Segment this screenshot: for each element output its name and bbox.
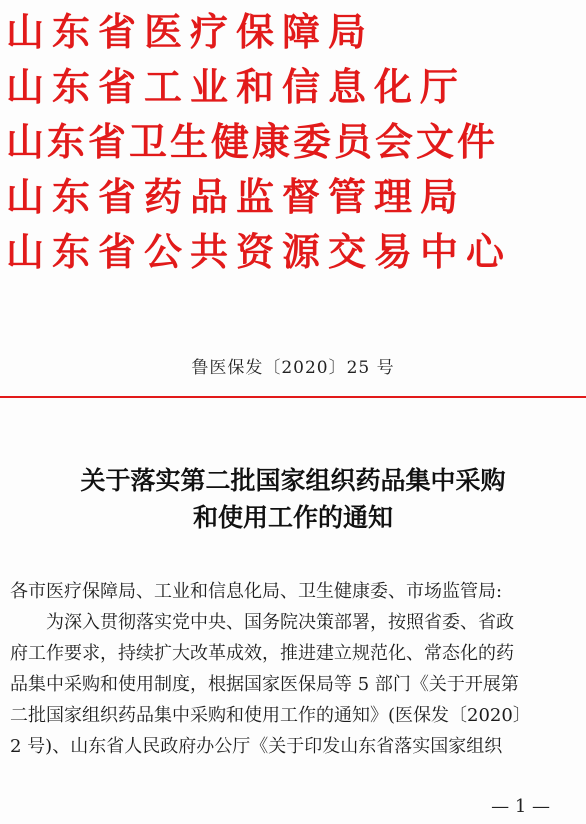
document-number: 鲁医保发〔2020〕25 号 xyxy=(191,358,395,378)
title-line-1: 关于落实第二批国家组织药品集中采购 xyxy=(80,466,506,495)
issuer-line-health-commission: 山东省卫生健康委员会文件 xyxy=(6,119,499,164)
issuer-line-public-resources: 山东省公共资源交易中心 xyxy=(6,229,513,274)
red-separator-line xyxy=(0,396,586,398)
paragraph-line: 为深入贯彻落实党中央、国务院决策部署，按照省委、省政 xyxy=(46,612,514,633)
paragraph-line: 品集中采购和使用制度，根据国家医保局等 5 部门《关于开展第 xyxy=(10,674,519,695)
issuer-line-drug-administration: 山东省药品监督管理局 xyxy=(6,174,467,219)
title-line-2: 和使用工作的通知 xyxy=(192,503,393,532)
paragraph-line: 二批国家组织药品集中采购和使用工作的通知》(医保发〔2020〕 xyxy=(10,705,531,726)
document-title xyxy=(0,462,586,536)
issuer-line-industry-it: 山东省工业和信息化厅 xyxy=(6,64,467,109)
document-body xyxy=(10,576,580,762)
issuer-line-healthcare-security: 山东省医疗保障局 xyxy=(6,9,375,54)
paragraph-line: 府工作要求，持续扩大改革成效，推进建立规范化、常态化的药 xyxy=(10,643,514,664)
salutation: 各市医疗保障局、工业和信息化局、卫生健康委、市场监管局: xyxy=(10,581,503,602)
page-number: — 1 — xyxy=(491,796,550,817)
paragraph-line: 2 号)、山东省人民政府办公厅《关于印发山东省落实国家组织 xyxy=(10,736,503,757)
issuer-header xyxy=(6,4,586,279)
